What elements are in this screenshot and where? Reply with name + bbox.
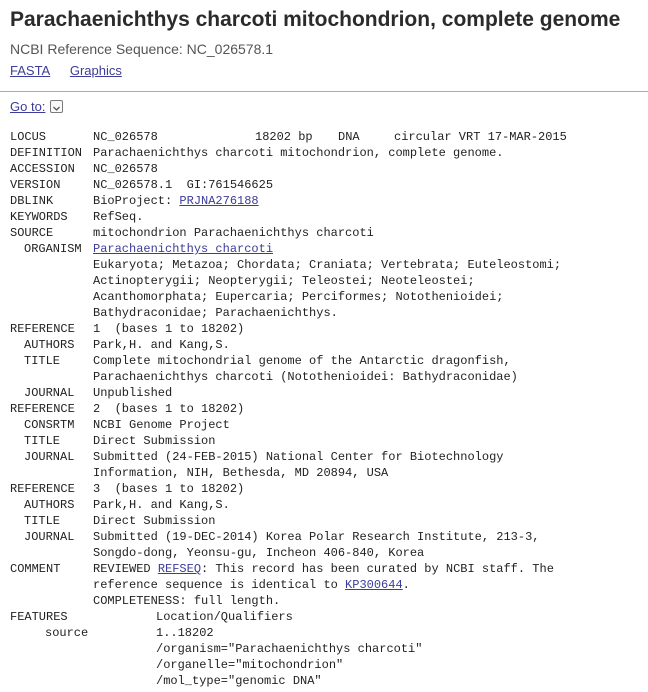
qualifier-line: /mol_type="genomic DNA" (156, 674, 322, 688)
genbank-record (10, 129, 567, 689)
format-links (10, 63, 138, 78)
reference-line: REFERENCE 3 (bases 1 to 18202) (10, 482, 245, 496)
organism-line: ORGANISM Parachaenichthys charcoti (24, 242, 274, 256)
journal-continuation: Information, NIH, Bethesda, MD 20894, USA (93, 466, 389, 480)
source-line: SOURCE mitochondrion Parachaenichthys charcoti (10, 226, 374, 240)
fasta-link[interactable]: FASTA (10, 63, 51, 78)
chevron-down-icon[interactable] (50, 100, 63, 113)
reference-line: REFERENCE 2 (bases 1 to 18202) (10, 402, 245, 416)
journal-continuation: Songdo-dong, Yeonsu-gu, Incheon 406-840, Korea (93, 546, 425, 560)
journal-line: JOURNAL Submitted (19-DEC-2014) Korea Polar Research Institute, 213-3, (24, 530, 540, 544)
lineage-line: Acanthomorphata; Eupercaria; Perciformes; Notothenioidei; (93, 290, 504, 304)
graphics-link[interactable]: Graphics (69, 63, 122, 78)
keywords-line: KEYWORDS RefSeq. (10, 210, 144, 224)
lineage-line: Bathydraconidae; Parachaenichthys. (93, 306, 338, 320)
divider (0, 91, 648, 92)
reference-line: REFERENCE 1 (bases 1 to 18202) (10, 322, 245, 336)
kp300644-link[interactable]: KP300644 (345, 578, 403, 592)
title-line: TITLE Direct Submission (24, 434, 216, 448)
comment-continuation: reference sequence is identical to KP300644 . (93, 578, 410, 592)
journal-line: JOURNAL Submitted (24-FEB-2015) National Center for Biotechnology (24, 450, 504, 464)
authors-line: AUTHORS Park,H. and Kang,S. (24, 338, 230, 352)
organism-link[interactable]: Parachaenichthys charcoti (93, 242, 274, 256)
comment-line: COMMENT REVIEWED REFSEQ : This record has been curated by NCBI staff. The (10, 562, 554, 576)
title-line: TITLE Direct Submission (24, 514, 216, 528)
qualifier-line: /organism="Parachaenichthys charcoti" (156, 642, 423, 656)
qualifier-line: /organelle="mitochondrion" (156, 658, 344, 672)
completeness-line: COMPLETENESS: full length. (93, 594, 281, 608)
goto-link[interactable]: Go to: (10, 99, 46, 114)
authors-line: AUTHORS Park,H. and Kang,S. (24, 498, 230, 512)
accession-line: ACCESSION NC_026578 (10, 162, 158, 176)
bioproject-link[interactable]: PRJNA276188 (179, 194, 259, 208)
feature-source-line: source 1..18202 (45, 626, 214, 640)
journal-line: JOURNAL Unpublished (24, 386, 173, 400)
page-title: Parachaenichthys charcoti mitochondrion, complete genome (10, 8, 621, 31)
title-line: TITLE Complete mitochondrial genome of the Antarctic dragonfish, (24, 354, 511, 368)
definition-line: DEFINITION Parachaenichthys charcoti mitochondrion, complete genome. (10, 146, 504, 160)
lineage-line: Eukaryota; Metazoa; Chordata; Craniata; Vertebrata; Euteleostomi; (93, 258, 562, 272)
refseq-id: NCBI Reference Sequence: NC_026578.1 (10, 41, 274, 57)
version-line: VERSION NC_026578.1 GI:761546625 (10, 178, 274, 192)
refseq-link[interactable]: REFSEQ (157, 562, 202, 576)
lineage-line: Actinopterygii; Neopterygii; Teleostei; Neoteleostei; (93, 274, 475, 288)
consrtm-line: CONSRTM NCBI Genome Project (24, 418, 230, 432)
dblink-line: DBLINK BioProject: PRJNA276188 (10, 194, 259, 208)
locus-line: LOCUS NC_026578 18202 bp DNA circular VRT 17-MAR-2015 (10, 130, 567, 144)
features-line: FEATURES Location/Qualifiers (10, 610, 293, 624)
title-continuation: Parachaenichthys charcoti (Notothenioidei: Bathydraconidae) (93, 370, 518, 384)
